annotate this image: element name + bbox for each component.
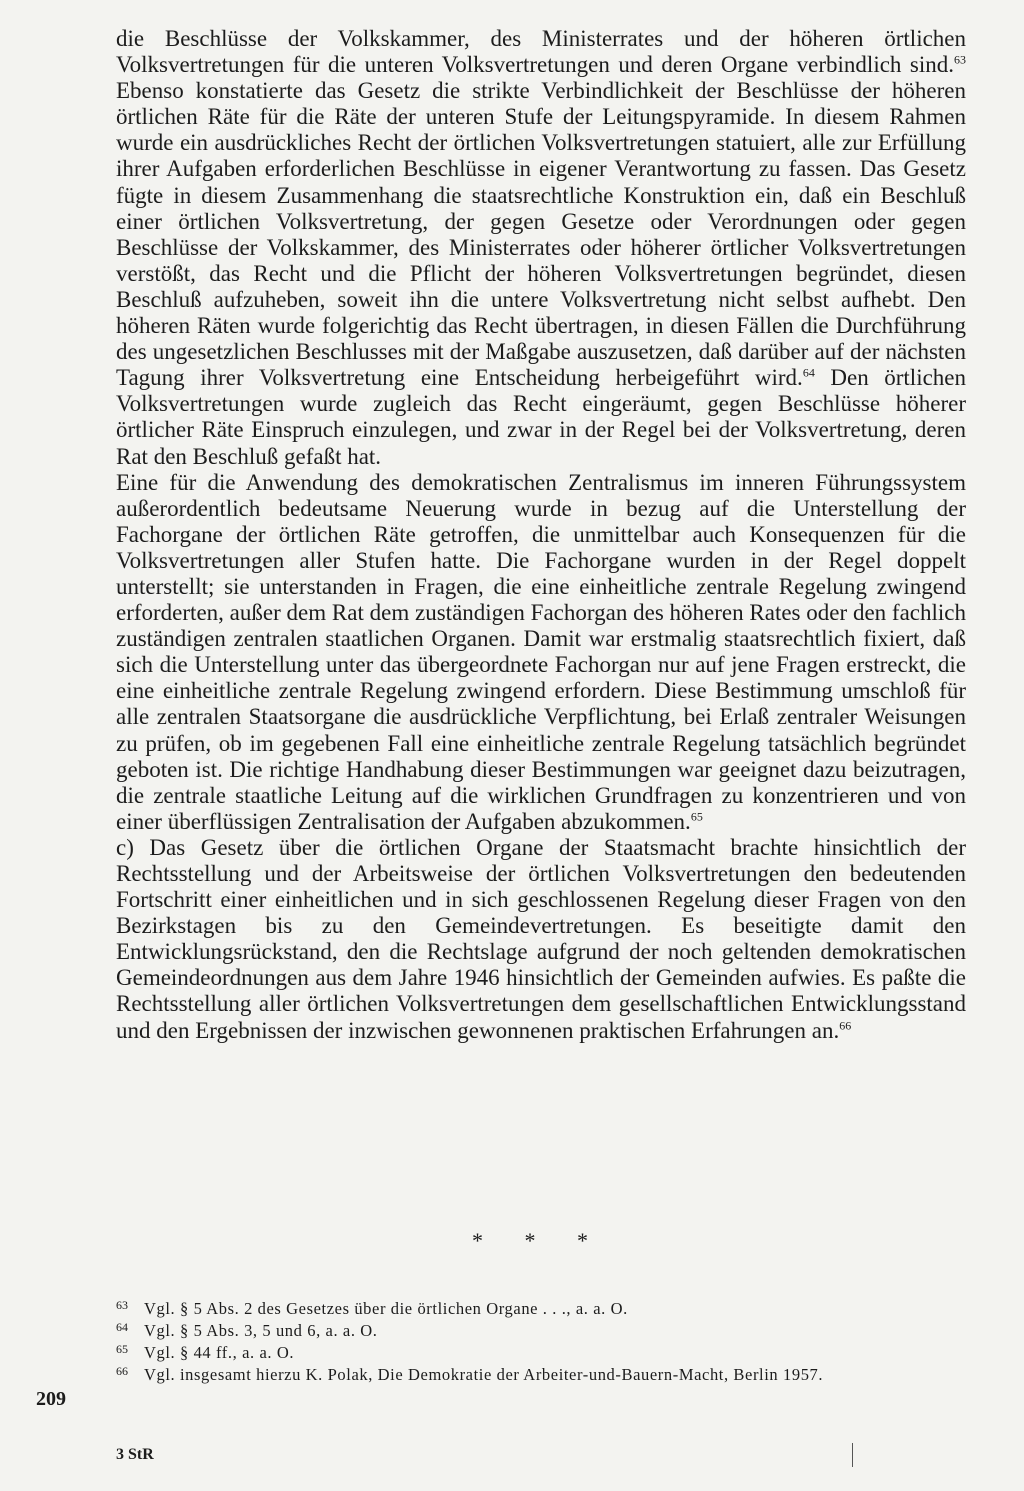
main-text: [116, 26, 966, 1044]
text-run: Eine für die Anwendung des demokratischen Zentralismus im inneren Führungssystem außerordentlich bedeutsame Neuerung wurde in bezug auf die Unterstellung der Fachorgane der örtlichen Räte getroffen, die unmittelbar auch Konsequenzen für die Volksvertretungen aller Stufen hatte. Die Fachorgane wurden in der Regel doppelt unterstellt; sie unterstanden in Fragen, die eine einheitliche zentrale Regelung zwingend erforderten, außer dem Rat dem zuständigen Fachorgan des höheren Rates oder den fachlich zuständigen zentralen staatlichen Organen. Damit war erstmalig staatsrechtlich fixiert, daß sich die Unterstellung unter das übergeordnete Fachorgan nur auf jene Fragen erstreckt, die eine einheitliche zentrale Regelung zwingend erfordern. Diese Bestimmung umschloß für alle zentralen Staatsorgane die ausdrückliche Verpflichtung, bei Erlaß zentraler Weisungen zu prüfen, ob im gegebenen Fall eine einheitliche zentrale Regelung tatsächlich begründet geboten ist. Die richtige Handhabung dieser Bestimmungen war geeignet dazu beizutragen, die zentrale staatliche Leitung auf die wirklichen Grundfragen zu konzentrieren und von einer überflüssigen Zentralisation der Aufgaben abzukommen.: [116, 469, 966, 834]
footnote-text: Vgl. § 5 Abs. 2 des Gesetzes über die örtlichen Organe . . ., a. a. O.: [144, 1299, 628, 1318]
footnote-reference: 65: [690, 809, 703, 824]
footnote-reference: 64: [802, 365, 815, 380]
text-run: c) Das Gesetz über die örtlichen Organe der Staatsmacht brachte hinsichtlich der Rechtsstellung und der Arbeitsweise der örtlichen Volksvertretungen den bedeutenden Fortschritt einer einheitlichen und in sich geschlossenen Regelung dieser Fragen von den Bezirkstagen bis zu den Gemeindevertretungen. Es beseitigte damit den Entwicklungsrückstand, den die Rechtslage aufgrund der noch geltenden demokratischen Gemeindeordnungen aus dem Jahre 1946 hinsichtlich der Gemeinden aufwies. Es paßte die Rechtsstellung aller örtlichen Volksvertretungen dem gesellschaftlichen Entwicklungsstand und den Ergebnissen der inzwischen gewonnenen praktischen Erfahrungen an.: [116, 834, 966, 1043]
footnote-number: 63: [116, 1298, 128, 1312]
paragraph: [116, 835, 966, 1044]
text-run: Den örtlichen Volksvertretungen wurde zugleich das Recht eingeräumt, gegen Beschlüsse höherer örtlicher Räte Einspruch einzulegen, und zwar in der Regel bei der Volksvertretung, deren Rat den Beschluß gefaßt hat.: [116, 365, 966, 469]
section-separator: * * *: [472, 1228, 606, 1253]
footnote-text: Vgl. insgesamt hierzu K. Polak, Die Demokratie der Arbeiter-und-Bauern-Macht, Berlin 1957.: [144, 1365, 824, 1384]
printer-signature: 3 StR: [116, 1446, 154, 1463]
footnote-number: 64: [116, 1320, 128, 1334]
text-run: Ebenso konstatierte das Gesetz die strikte Verbindlichkeit der Beschlüsse der höheren örtlichen Räte für die Räte der unteren Stufe der Leitungspyramide. In diesem Rahmen wurde ein ausdrückliches Recht der örtlichen Volksvertretungen statuiert, alle zur Erfüllung ihrer Aufgaben erforderlichen Beschlüsse in eigener Verantwortung zu fassen. Das Gesetz fügte in diesem Zusammenhang die staatsrechtliche Konstruktion ein, daß ein Beschluß einer örtlichen Volksvertretung, der gegen Gesetze oder Verordnungen oder gegen Beschlüsse der Volkskammer, des Ministerrates oder höherer örtlicher Volksvertretungen verstößt, das Recht und die Pflicht der höheren Volksvertretungen begründet, diesen Beschluß aufzuheben, soweit ihn die untere Volksvertretung nicht selbst aufhebt. Den höheren Räten wurde folgerichtig das Recht übertragen, in diesen Fällen die Durchführung des ungesetzlichen Beschlusses mit der Maßgabe auszusetzen, daß darüber auf der nächsten Tagung ihrer Volksvertretung eine Entscheidung herbeigeführt wird.: [116, 78, 966, 391]
scan-mark: [852, 1443, 853, 1467]
footnotes: [116, 1298, 966, 1386]
footnote-number: 65: [116, 1342, 128, 1356]
footnote: [116, 1342, 966, 1364]
paragraph: [116, 470, 966, 835]
text-run: die Beschlüsse der Volkskammer, des Ministerrates und der höheren örtlichen Volksvertretungen für die unteren Volksvertretungen und deren Organe verbindlich sind.: [116, 26, 966, 78]
footnote-reference: 66: [839, 1017, 852, 1032]
footnote-text: Vgl. § 44 ff., a. a. O.: [144, 1343, 295, 1362]
footnote: [116, 1320, 966, 1342]
footnote-text: Vgl. § 5 Abs. 3, 5 und 6, a. a. O.: [144, 1321, 378, 1340]
footnote-reference: 63: [954, 52, 966, 67]
footnote: [116, 1298, 966, 1320]
footnote-number: 66: [116, 1364, 128, 1378]
page-number: 209: [36, 1388, 66, 1410]
footnote: [116, 1364, 966, 1386]
paragraph: [116, 26, 966, 470]
